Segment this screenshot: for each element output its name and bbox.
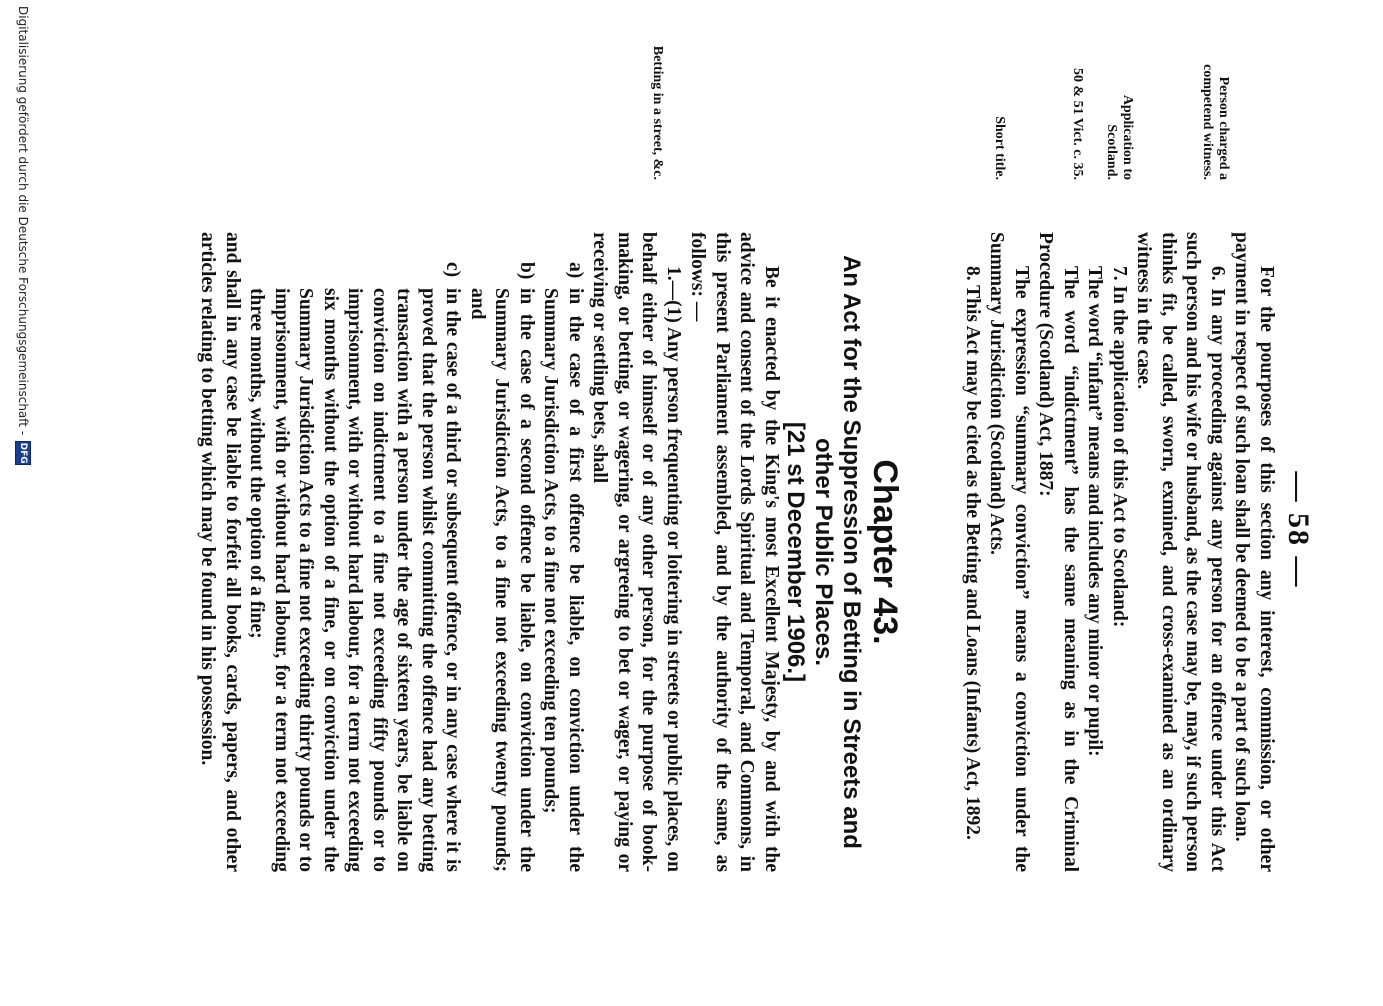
digitization-text: Digitalisierung gefördert durch die Deutsche Forschungsgemeinschaft -: [16, 6, 30, 436]
chapter-heading-block: [781, 232, 905, 872]
section-top: [960, 232, 1279, 872]
clause-c-label: c): [442, 262, 464, 278]
closing-clause: and shall in any case be liable to forfeit all books, cards, papers, and other articles relating to betting which may be found in his possession.: [197, 232, 243, 872]
section-7-infant: The word “infant” means and includes any minor or pupil:: [1084, 266, 1106, 757]
clause-b-text: in the case of a second offence be liable, on conviction under the Summary Jurisdiction Acts, to a fine not exceeding twenty pounds; and: [467, 288, 537, 872]
act-date: [21 st December 1906.]: [782, 421, 809, 683]
margin-note-application-scotland: Application to Scotland.: [1104, 94, 1135, 180]
clause-a-text: in the case of a first offence be liable, on conviction under the Summary Jurisdiction Acts, to a fine not exceeding ten pounds;: [540, 288, 586, 872]
act-title: An Act for the Suppression of Betting in Streets and other Public Places.: [810, 255, 865, 849]
margin-note-vict: 50 & 51 Vict. c. 35.: [1070, 68, 1085, 180]
section-7-summary: The expression “summary conviction” means a conviction under the Summary Jurisdiction (Scotland) Acts.: [986, 232, 1032, 872]
clause-a-label: a): [565, 262, 586, 279]
dfg-logo-icon: DFG: [15, 441, 31, 465]
act-body: [195, 232, 783, 872]
chapter-heading: Chapter 43.: [866, 459, 904, 645]
section-7: 7. In the application of this Act to Scotland:: [1109, 266, 1130, 628]
section-6: 6. In any proceeding against any person for an offence under this Act such person and his wife or husband, as the case may be, may, if such person thinks fit, be called, sworn, exmined, and cross-examined as an ordinary witness in the case.: [1133, 232, 1228, 872]
margin-note-betting-street: Betting in a street, &c.: [650, 45, 665, 180]
margin-note-person-charged: Person charged a competend witness.: [1200, 64, 1231, 180]
margin-note-short-title: Short title.: [992, 116, 1007, 180]
digitization-footer: [8, 0, 38, 1006]
enacting-clause: Be it enacted by the King's most Excellent Majesty, by and with the advice and consent of the Lords Spiritual and Temporal, and Commons, in this present Parliament assembled, and by the authority of the same, as follows: —: [687, 232, 782, 872]
clause-b-label: b): [516, 262, 537, 280]
section-8: 8. This Act may be cited as the Betting and Loans (Infants) Act, 1892.: [962, 266, 983, 840]
clause-b: [465, 232, 539, 872]
page-number: — 58 —: [1282, 471, 1315, 589]
section-7-indictment: The word “indictment” has the same meaning as in the Criminal Procedure (Scotland) Act, 1887:: [1035, 232, 1081, 872]
clause-c: [244, 232, 465, 872]
clause-a: [538, 232, 587, 872]
section-1: 1.—(1) Any person frequenting or loitering in streets or public places, on behalf either of himself or of any other person, for the purpose of book-making, or betting, or wagering, or argreeing to bet or wager, or paying or receiving or settling bets, shall: [589, 232, 684, 872]
paragraph-purposes: For the pourposes of this section any interest, commission, or other payment in respect of such loan shall be deemed to be a part of such loan.: [1231, 232, 1277, 872]
clause-c-text: in the case of a third or subsequent offence, or in any case where it is proved that the person whilst committing the offence had any betting transaction with a person under the age of sixteen years, be liable on conviction on indictment to a fine not exceeding fifty pounds or to imprisonment, with or without hard labour, for a term not exceeding six months without the option of a fine, or on conviction under the Summary Jurisdiction Acts to a fine not exceeding thirty pounds or to imprisonment, with or without hard labour, for a term not exceeding three months, without the option of a fine;: [246, 288, 464, 872]
